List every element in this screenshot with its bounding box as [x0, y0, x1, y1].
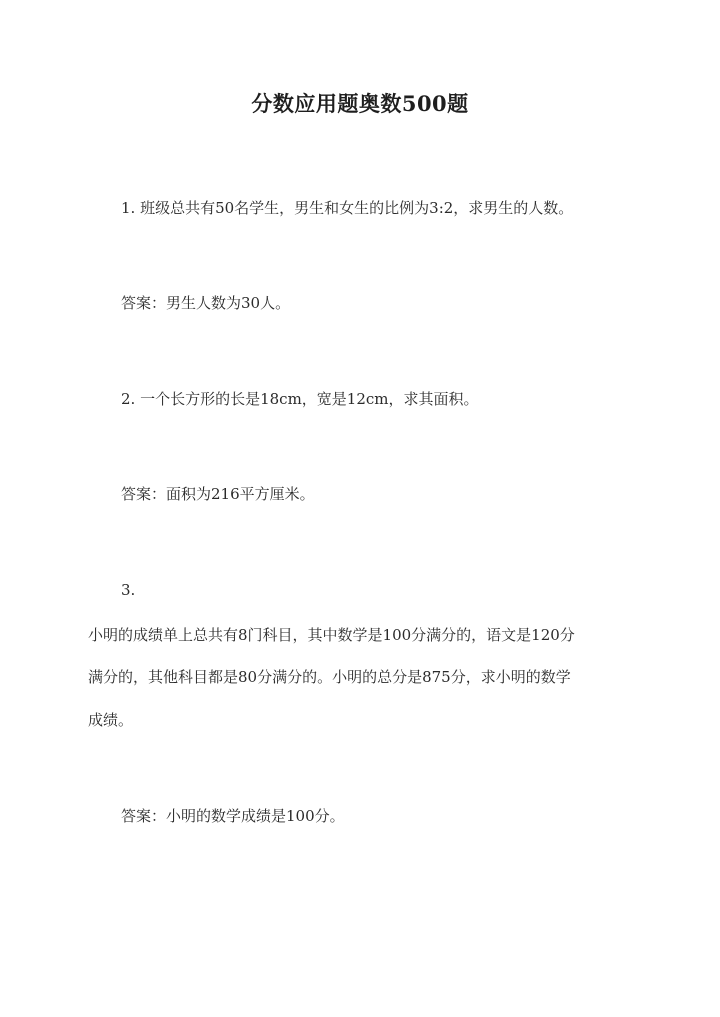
- answer-2: 答案：面积为216平方厘米。: [121, 485, 315, 503]
- question-2: 2. 一个长方形的长是18cm，宽是12cm，求其面积。: [121, 390, 479, 408]
- question-3-line: 小明的成绩单上总共有8门科目，其中数学是100分满分的，语文是120分: [88, 626, 575, 644]
- answer-1: 答案：男生人数为30人。: [121, 294, 291, 312]
- question-3-number: 3.: [121, 581, 136, 599]
- question-1: 1. 班级总共有50名学生，男生和女生的比例为3:2，求男生的人数。: [121, 199, 574, 217]
- page-title: 分数应用题奥数500题: [251, 91, 469, 116]
- question-3-line: 满分的，其他科目都是80分满分的。小明的总分是875分，求小明的数学: [88, 668, 571, 686]
- question-3-line: 成绩。: [88, 711, 134, 729]
- answer-3: 答案：小明的数学成绩是100分。: [121, 807, 345, 825]
